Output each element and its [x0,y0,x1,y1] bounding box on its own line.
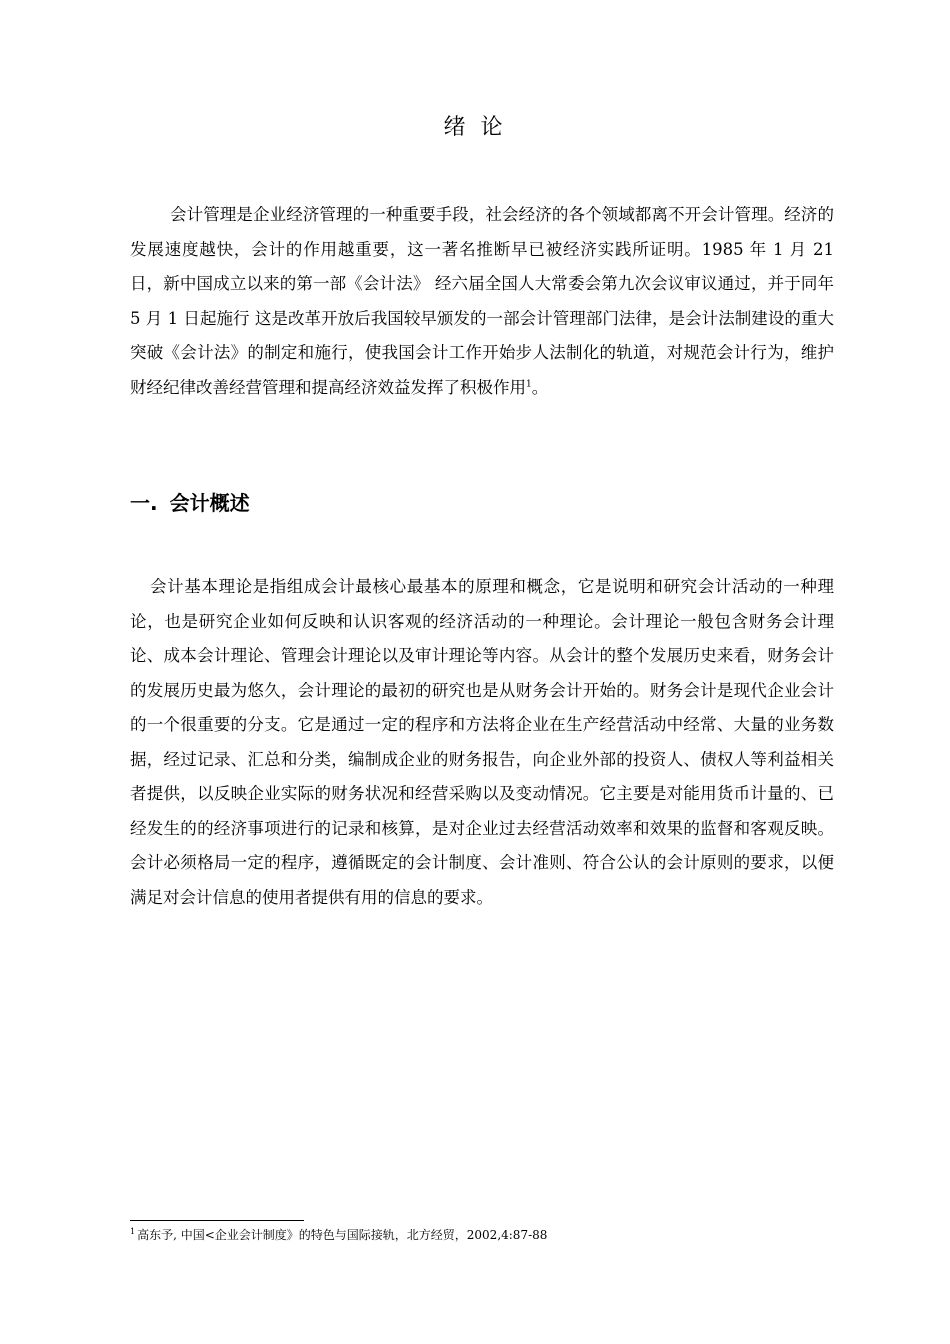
intro-end-punctuation: 。 [531,377,549,397]
footnote [130,1226,834,1244]
section-number: 一. [130,491,158,515]
section-heading [130,488,250,518]
section-paragraph: 会计基本理论是指组成会计最核心最基本的原理和概念，它是说明和研究会计活动的一种理论，也是研究企业如何反映和认识客观的经济活动的一种理论。会计理论一般包含财务会计理论、成本会计理论、管理会计理论以及审计理论等内容。从会计的整个发展历史来看，财务会计的发展历史最为悠久，会计理论的最初的研究也是从财务会计开始的。财务会计是现代企业会计的一个很重要的分支。它是通过一定的程序和方法将企业在生产经营活动中经常、大量的业务数据，经过记录、汇总和分类，编制成企业的财务报告，向企业外部的投资人、债权人等利益相关者提供，以反映企业实际的财务状况和经营采购以及变动情况。它主要是对能用货币计量的、已经发生的的经济事项进行的记录和核算，是对企业过去经营活动效率和效果的监督和客观反映。会计必须格局一定的程序，遵循既定的会计制度、会计准则、符合公认的会计原则的要求，以便满足对会计信息的使用者提供有用的信息的要求。 [130,577,834,907]
footnote-text: 高东予, 中国<企业会计制度》的特色与国际接轨，北方经贸，2002,4:87-88 [137,1228,548,1242]
intro-text: 会计管理是企业经济管理的一种重要手段，社会经济的各个领域都离不开会计管理。经济的发展速度越快，会计的作用越重要，这一著名推断早已被经济实践所证明。1985 年 1 月 21 日，新中国成立以来的第一部《会计法》 经六届全国人大常委会第九次会议审议通过，并于同年 5 月 1 日起施行 这是改革开放后我国较早颁发的一部会计管理部门法律，是会计法制建设的重大突破《会计法》的制定和施行，使我国会计工作开始步人法制化的轨道，对规范会计行为，维护财经纪律改善经营管理和提高经济效益发挥了积极作用 [130,205,834,397]
footnote-divider [130,1220,304,1221]
footnote-marker: 1 [130,1227,136,1236]
section-heading-text: 会计概述 [169,491,250,515]
footnote-reference[interactable]: 1 [526,379,532,389]
page-title: 绪 论 [443,115,507,140]
intro-paragraph [130,198,834,405]
